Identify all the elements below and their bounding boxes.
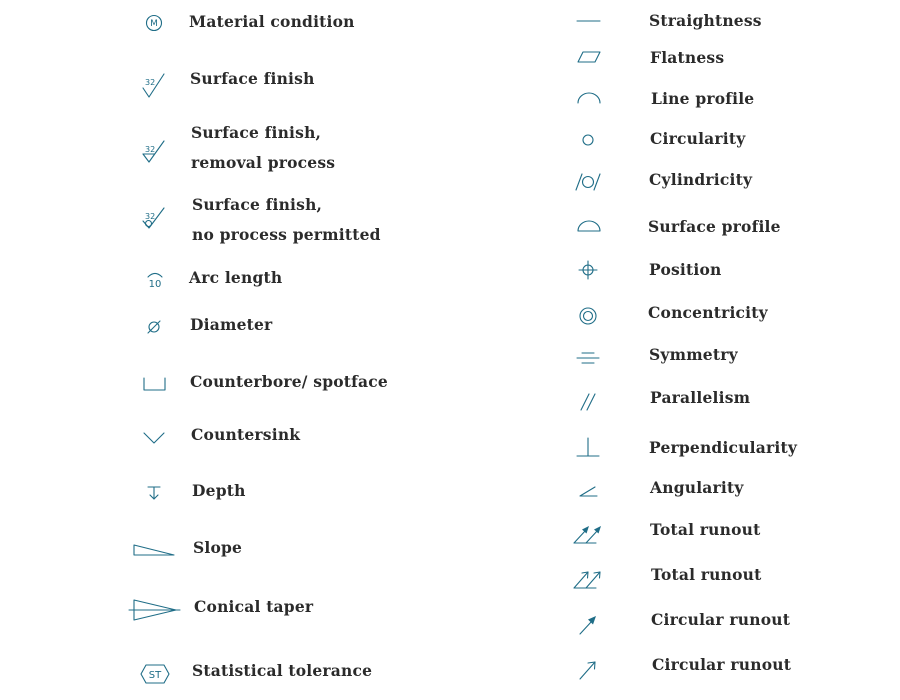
legend-label-multiline bbox=[191, 118, 335, 178]
surface-finish-no-process-symbol-text: 32 bbox=[145, 212, 156, 221]
surface-finish-removal-icon bbox=[140, 138, 168, 166]
depth-icon bbox=[146, 484, 162, 502]
surface-finish-removal-symbol-text: 32 bbox=[145, 145, 156, 154]
legend-label: Straightness bbox=[649, 11, 762, 30]
legend-label: Material condition bbox=[189, 12, 355, 31]
line-profile-icon bbox=[576, 90, 602, 106]
surface-profile-icon bbox=[576, 218, 602, 234]
material-condition-icon bbox=[144, 13, 164, 33]
surface-finish-symbol-text: 32 bbox=[145, 78, 156, 87]
legend-label: Line profile bbox=[651, 89, 755, 108]
material-condition-symbol-text: M bbox=[150, 19, 158, 29]
legend-label: Countersink bbox=[191, 425, 301, 444]
surface-finish-icon bbox=[140, 70, 168, 100]
legend-label: Conical taper bbox=[194, 597, 314, 616]
legend-label: Surface profile bbox=[648, 217, 781, 236]
circular-runout-open-icon bbox=[577, 659, 599, 681]
angularity-icon bbox=[577, 484, 599, 500]
statistical-tolerance-symbol-text: ST bbox=[148, 670, 162, 681]
legend-label: Total runout bbox=[651, 565, 762, 584]
legend-label: Symmetry bbox=[649, 345, 738, 364]
legend-label: Total runout bbox=[650, 520, 761, 539]
perpendicularity-icon bbox=[575, 436, 601, 458]
legend-label-line1: Surface finish, bbox=[192, 195, 323, 214]
slope-icon bbox=[132, 542, 176, 558]
arc-length-symbol-text: 10 bbox=[148, 279, 162, 290]
legend-label-multiline bbox=[192, 190, 381, 250]
arc-length-icon bbox=[144, 269, 166, 291]
legend-label: Circular runout bbox=[652, 655, 792, 674]
conical-taper-icon bbox=[128, 598, 182, 622]
legend-label: Concentricity bbox=[648, 303, 768, 322]
legend-label: Circularity bbox=[650, 129, 746, 148]
legend-label: Circular runout bbox=[651, 610, 791, 629]
legend-label: Parallelism bbox=[650, 388, 751, 407]
legend-label-line2: no process permitted bbox=[192, 225, 381, 244]
legend-label: Position bbox=[649, 260, 722, 279]
legend-label: Flatness bbox=[650, 48, 725, 67]
concentricity-icon bbox=[578, 306, 598, 326]
flatness-icon bbox=[576, 50, 602, 64]
legend-label: Depth bbox=[192, 481, 246, 500]
legend-label: Statistical tolerance bbox=[192, 661, 373, 680]
cylindricity-icon bbox=[574, 172, 602, 192]
legend-label: Cylindricity bbox=[649, 170, 753, 189]
legend-label-line1: Surface finish, bbox=[191, 123, 322, 142]
legend-label: Angularity bbox=[650, 478, 744, 497]
straightness-icon bbox=[576, 16, 602, 26]
circular-runout-icon bbox=[577, 614, 599, 636]
legend-label: Counterbore/ spotface bbox=[190, 372, 388, 391]
legend-label-line2: removal process bbox=[191, 153, 336, 172]
circularity-icon bbox=[580, 132, 596, 148]
legend-label: Surface finish bbox=[190, 69, 315, 88]
countersink-icon bbox=[142, 430, 168, 446]
legend-label: Diameter bbox=[190, 315, 273, 334]
legend-label: Arc length bbox=[189, 268, 283, 287]
diameter-icon bbox=[145, 318, 163, 336]
total-runout-open-icon bbox=[572, 567, 604, 591]
legend-label: Slope bbox=[193, 538, 243, 557]
total-runout-icon bbox=[572, 522, 604, 546]
parallelism-icon bbox=[578, 392, 600, 412]
counterbore-icon bbox=[142, 376, 168, 392]
position-icon bbox=[577, 259, 599, 281]
statistical-tolerance-icon bbox=[139, 663, 171, 685]
symmetry-icon bbox=[575, 350, 601, 366]
legend-label: Perpendicularity bbox=[649, 438, 798, 457]
surface-finish-no-process-icon bbox=[140, 205, 168, 233]
